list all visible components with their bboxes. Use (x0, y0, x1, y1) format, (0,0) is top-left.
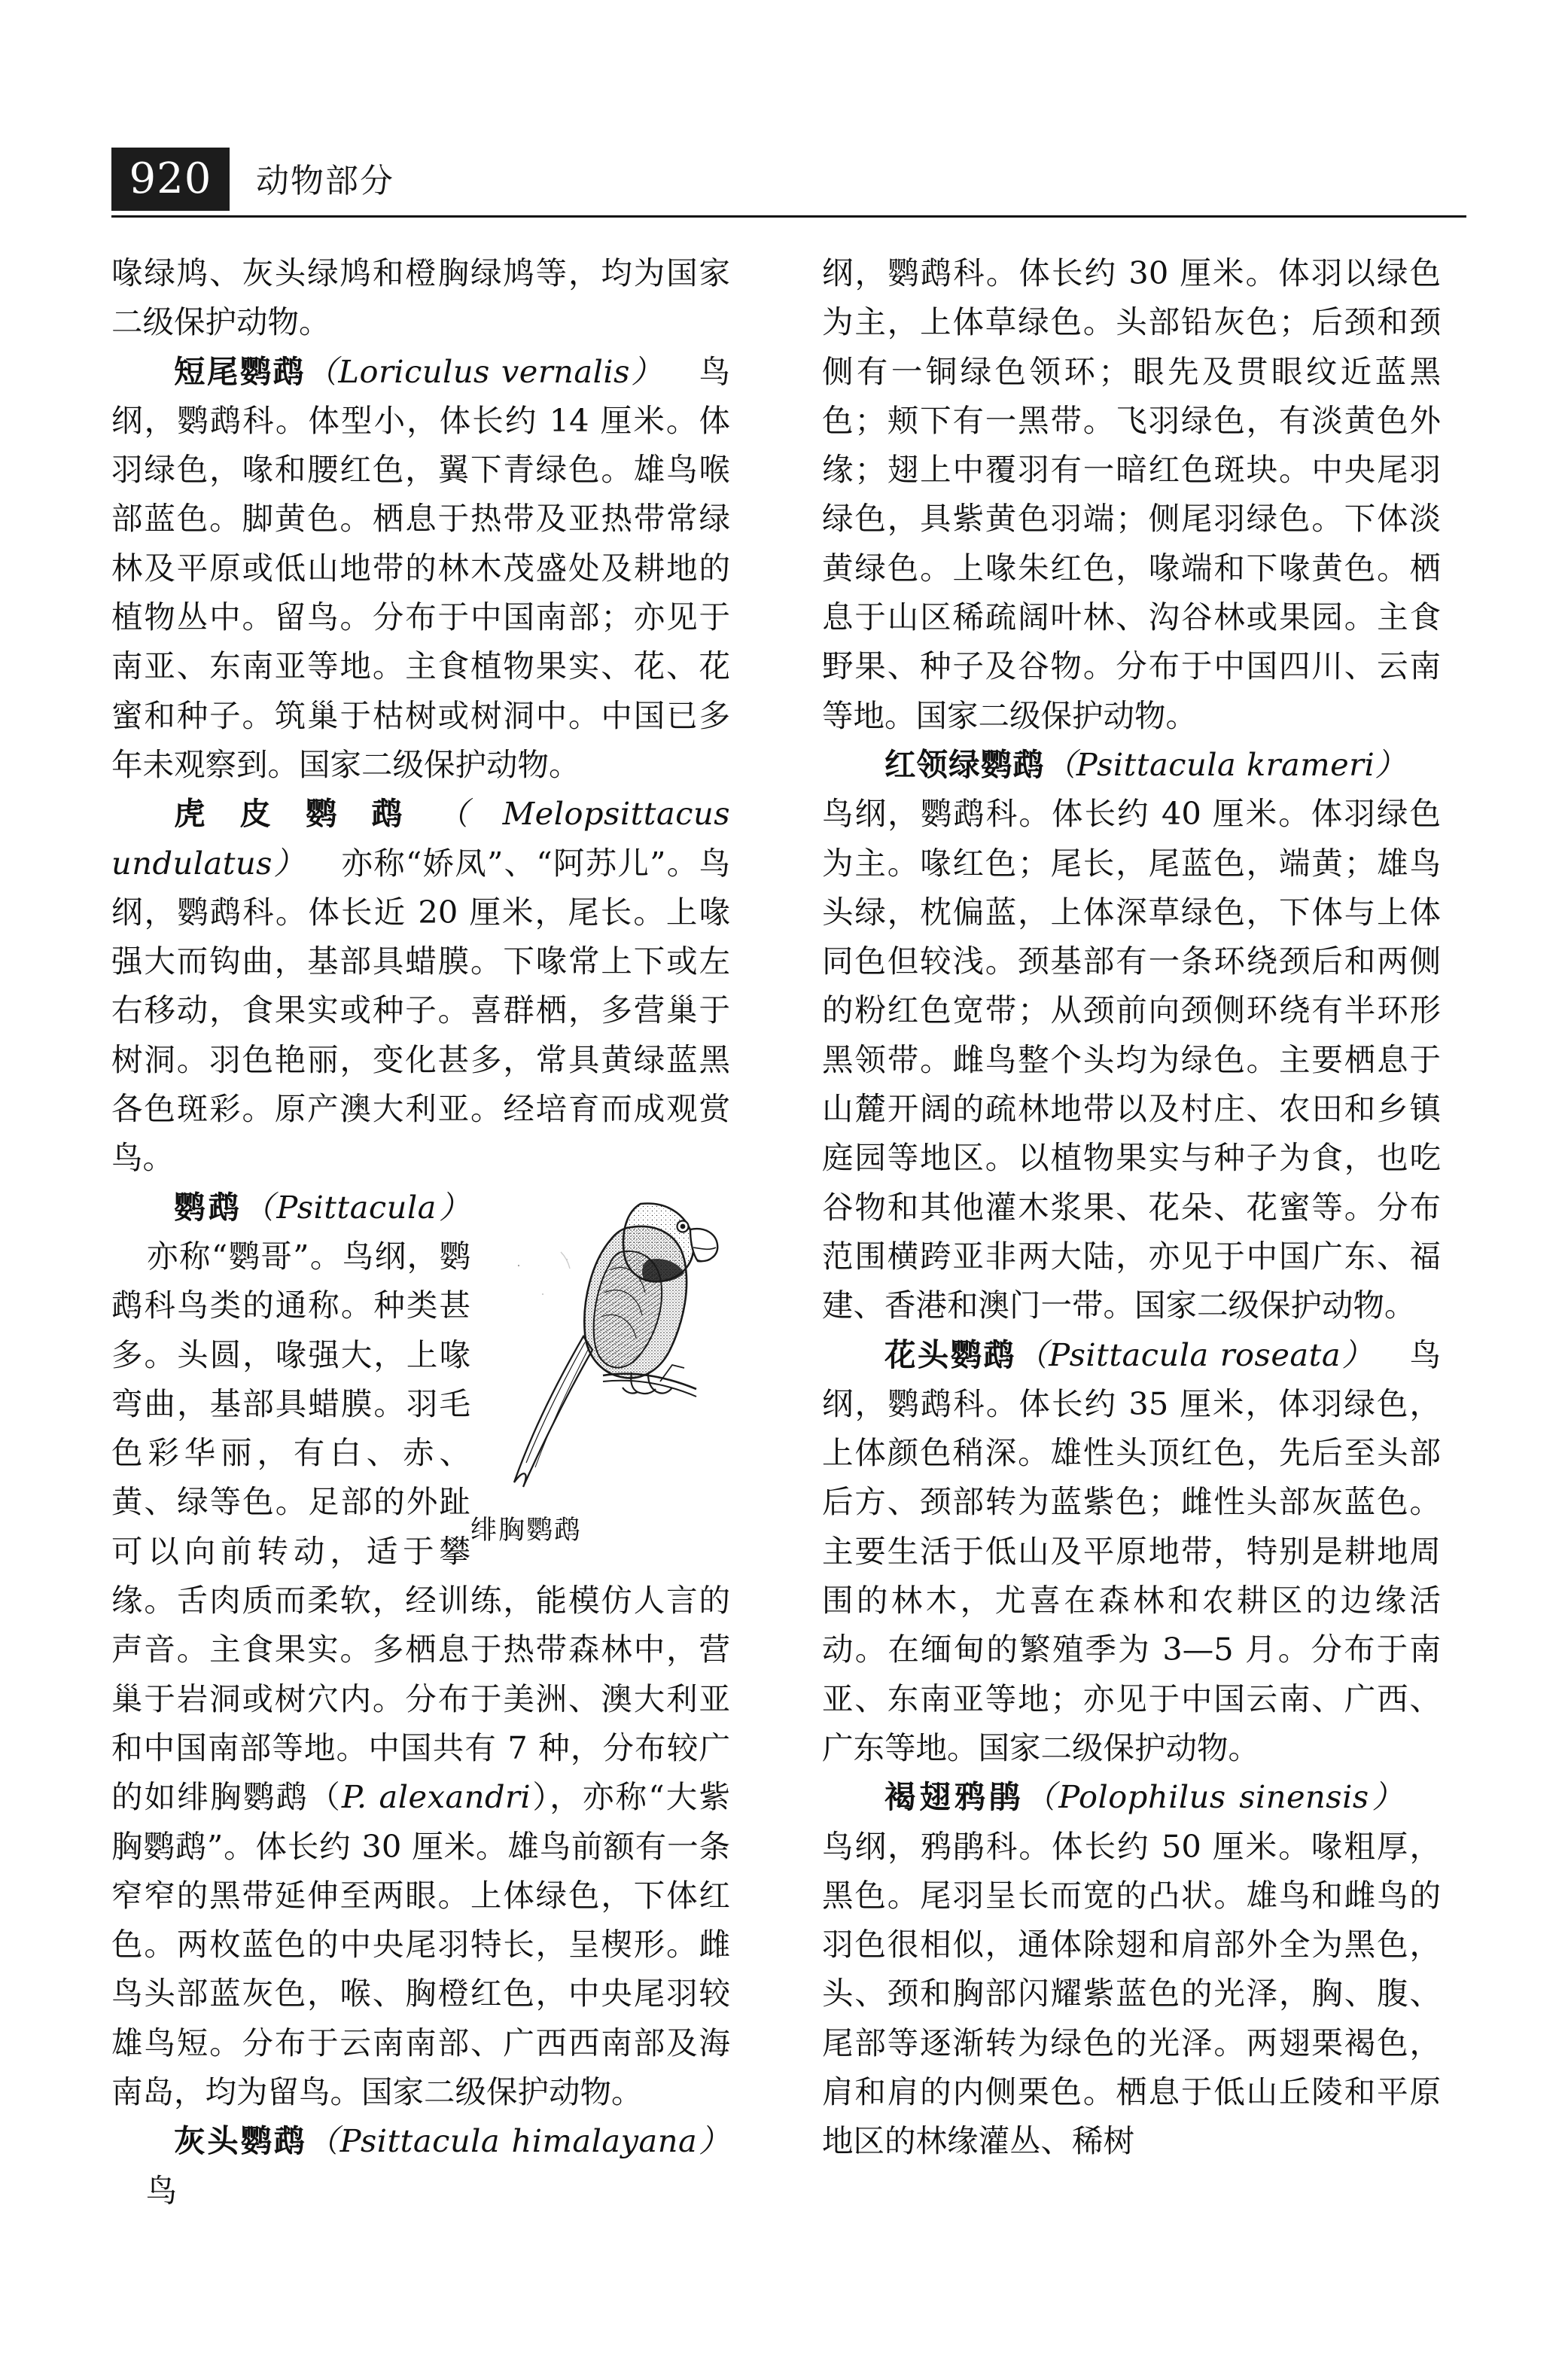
entry-hechi-yajuan (822, 1772, 1441, 2165)
entry-name: 褐翅鸦鹃 (884, 1778, 1025, 1816)
entry-hongling-lv-yingwu (822, 740, 1441, 1330)
right-column (822, 248, 1441, 2166)
continued-paragraph: 喙绿鸠、灰头绿鸠和橙胸绿鸠等，均为国家二级保护动物。 (111, 254, 730, 341)
entry-name: 红领绿鹦鹉 (884, 745, 1045, 783)
header-divider (111, 215, 1466, 218)
running-head: 动物部分 (256, 162, 394, 200)
parrot-illustration (470, 1187, 730, 1503)
entry-name: 鹦鹉 (174, 1188, 243, 1226)
inline-latin-name: P. alexandri (341, 1778, 531, 1816)
entry-body: 鸟纲，鹦鹉科。体长约 40 厘米。体羽绿色为主。喙红色；尾长，尾蓝色，端黄；雄鸟头绿，枕偏蓝，上体深草绿色，下体与上体同色但较浅。颈基部有一条环绕颈后和两侧的粉红色宽带；从颈前向颈侧环绕有半环形黑领带。雌鸟整个头均为绿色。主要栖息于山麓开阔的疏林地带以及村庄、农田和乡镇庭园等地区。以植物果实与种子为食，也吃谷物和其他灌木浆果、花朵、花蜜等。分布范围横跨亚非两大陆，亦见于中国广东、福建、香港和澳门一带。国家二级保护动物。 (822, 795, 1441, 1324)
entry-latin-name: （Psittacula krameri） (1044, 745, 1407, 783)
entry-yingwu (111, 1183, 730, 2117)
entry-latin-name: （Psittacula） (242, 1188, 470, 1226)
figure-caption: 绯胸鹦鹉 (470, 1515, 583, 1546)
entry-body-before-figure: 亦称“鹦哥”。鸟纲，鹦鹉科鸟类的通称。种类甚多。头圆，喙强大，上喙弯曲，基部具蜡膜。羽毛色彩华丽，有白、赤、黄、绿等色。足部的外趾可以向前转动，适于攀缘。舌肉质而柔软，经训练，能模仿人言的 (111, 1237, 730, 1619)
entry-name: 花头鹦鹉 (884, 1336, 1017, 1373)
entry-latin-name: （Psittacula roseata） (1016, 1336, 1375, 1373)
figure-block (470, 1187, 730, 1552)
entry-latin-name: （Melopsittacus undulatus） (111, 795, 730, 882)
entry-latin-name: （Psittacula himalayana） (306, 2122, 730, 2160)
entry-body: 鸟纲，鹦鹉科。体型小，体长约 14 厘米。体羽绿色，喙和腰红色，翼下青绿色。雄鸟喉部蓝色。脚黄色。栖息于热带及亚热带常绿林及平原或低山地带的林木茂盛处及耕地的植物丛中。留鸟。分布于中国南部；亦见于南亚、东南亚等地。主食植物果实、花、花蜜和种子。筑巢于枯树或树洞中。中国已多年未观察到。国家二级保护动物。 (111, 352, 730, 783)
entry-latin-name: （Loriculus vernalis） (306, 352, 664, 390)
page-number: 920 (111, 148, 230, 211)
entry-body: 鸟纲，鸦鹃科。体长约 50 厘米。喙粗厚，黑色。尾羽呈长而宽的凸状。雄鸟和雌鸟的羽色很相似，通体除翅和肩部外全为黑色，头、颈和胸部闪耀紫蓝色的光泽，胸、腹、尾部等逐渐转为绿色的光泽。两翅栗褐色，肩和肩的内侧栗色。栖息于低山丘陵和平原地区的林缘灌丛、稀树 (822, 1827, 1441, 2160)
entry-body: 鸟纲，鹦鹉科。体长约 35 厘米，体羽绿色，上体颜色稍深。雄性头顶红色，先后至头部后方、颈部转为蓝紫色；雌性头部灰蓝色。主要生活于低山及平原地带，特别是耕地周围的林木，尤喜在森林和农耕区的边缘活动。在缅甸的繁殖季为 3—5 月。分布于南亚、东南亚等地；亦见于中国云南、广西、广东等地。国家二级保护动物。 (822, 1336, 1441, 1766)
entry-body-after-figure: 声音。主食果实。多栖息于热带森林中，营巢于岩洞或树穴内。分布于美洲、澳大利亚和中国南部等地。中国共有 7 种，分布较广的如绯胸鹦鹉（ (111, 1631, 730, 1816)
entry-hupi-yingwu (111, 789, 730, 1182)
entry-huitou-yingwu (111, 2116, 730, 2215)
entry-body: 鸟 (145, 2171, 178, 2209)
continued-paragraph: 纲，鹦鹉科。体长约 30 厘米。体羽以绿色为主，上体草绿色。头部铅灰色；后颈和颈侧有一铜绿色领环；眼先及贯眼纹近蓝黑色；颊下有一黑带。飞羽绿色，有淡黄色外缘；翅上中覆羽有一暗红色斑块。中央尾羽绿色，具紫黄色羽端；侧尾羽绿色。下体淡黄绿色。上喙朱红色，喙端和下喙黄色。栖息于山区稀疏阔叶林、沟谷林或果园。主食野果、种子及谷物。分布于中国四川、云南等地。国家二级保护动物。 (822, 254, 1441, 734)
entry-duanwei-yingwu (111, 347, 730, 790)
entry-name: 灰头鹦鹉 (174, 2122, 307, 2160)
entry-body-tail: ），亦称“大紫胸鹦鹉”。体长约 30 厘米。雄鸟前额有一条窄窄的黑带延伸至两眼。上体绿色，下体红色。两枚蓝色的中央尾羽特长，呈楔形。雌鸟头部蓝灰色，喉、胸橙红色，中央尾羽较雄鸟短。分布于云南南部、广西西南部及海南岛，均为留鸟。国家二级保护动物。 (111, 1778, 731, 2110)
parrot-drawing-svg (470, 1187, 730, 1503)
entry-huatou-yingwu (822, 1330, 1441, 1773)
entry-body: 亦称“娇凤”、“阿苏儿”。鸟纲，鹦鹉科。体长近 20 厘米，尾长。上喙强大而钩曲，基部具蜡膜。下喙常上下或左右移动，食果实或种子。喜群栖，多营巢于树洞。羽色艳丽，变化甚多，常具黄绿蓝黑各色斑彩。原产澳大利亚。经培育而成观赏鸟。 (111, 844, 730, 1177)
page-header (111, 148, 1466, 220)
entry-name: 虎皮鹦鹉 (174, 795, 437, 833)
entry-name: 短尾鹦鹉 (174, 352, 306, 390)
entry-latin-name: （Polophilus sinensis） (1024, 1778, 1407, 1816)
left-column (111, 248, 730, 2215)
